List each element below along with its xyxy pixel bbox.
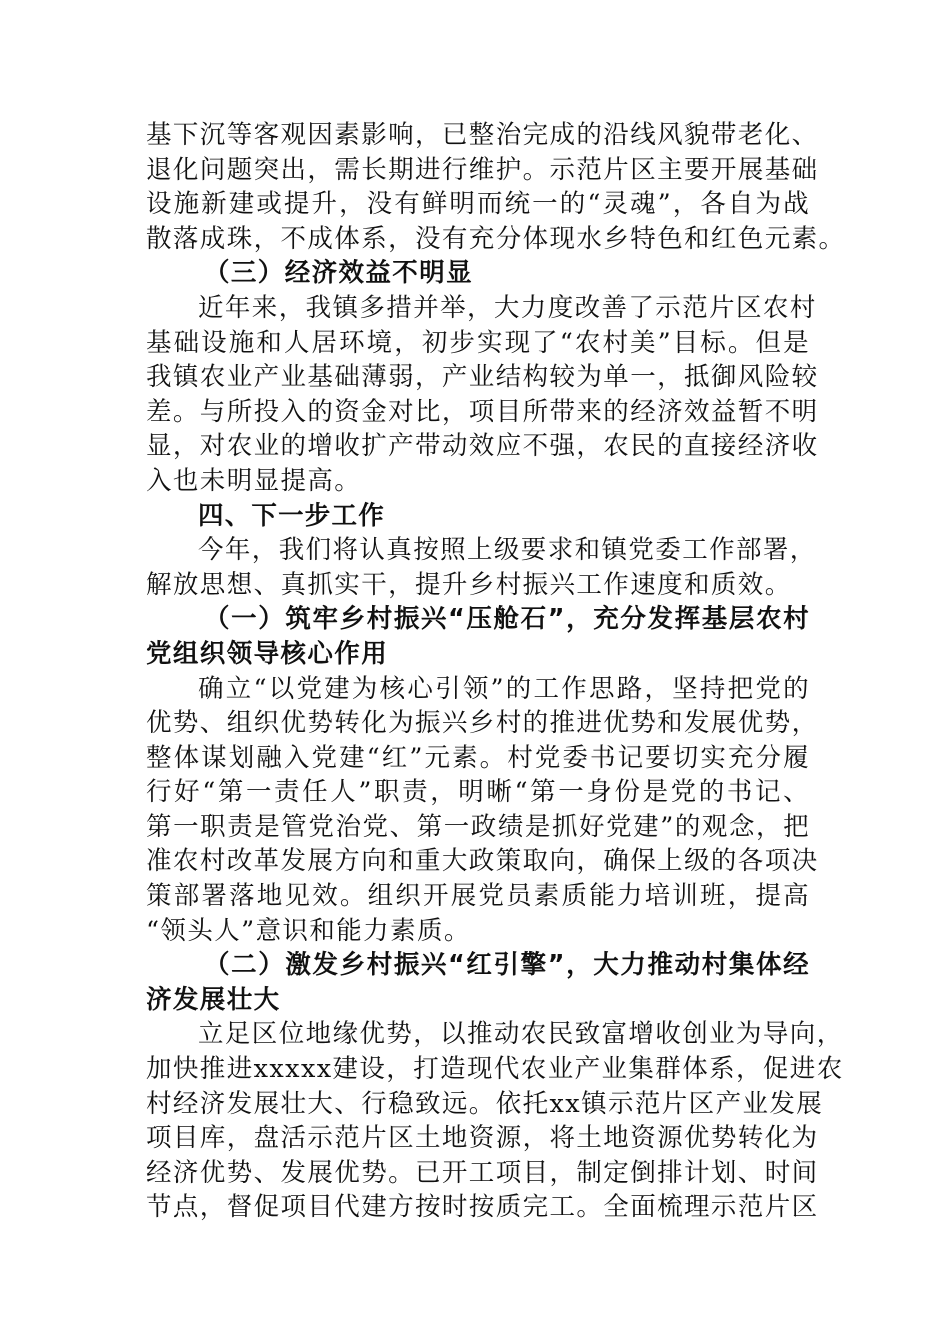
- text-line: 基下沉等客观因素影响，已整治完成的沿线风貌带老化、: [146, 120, 819, 150]
- heading-line: 四、下一步工作: [198, 500, 385, 531]
- text-line: 确立“以党建为核心引领”的工作思路，坚持把党的: [198, 673, 810, 704]
- text-line: 我镇农业产业基础薄弱，产业结构较为单一，抵御风险较: [146, 362, 819, 393]
- text-line: 退化问题突出，需长期进行维护。示范片区主要开展基础: [146, 154, 819, 185]
- text-line: 优势、组织优势转化为振兴乡村的推进优势和发展优势，: [146, 708, 819, 739]
- text-line: 基础设施和人居环境，初步实现了“农村美”目标。但是: [146, 327, 810, 358]
- text-line: 显，对农业的增收扩产带动效应不强，农民的直接经济收: [146, 431, 819, 462]
- body-paragraph: [146, 533, 817, 602]
- text-line: “领头人”意识和能力素质。: [146, 915, 471, 946]
- text-line: 行好“第一责任人”职责，明晰“第一身份是党的书记、: [146, 777, 810, 808]
- subheading-line: 济发展壮大: [146, 984, 281, 1015]
- text-line: 准农村改革发展方向和重大政策取向，确保上级的各项决: [146, 846, 819, 877]
- subheading-line: （一）筑牢乡村振兴“压舱石”，充分发挥基层农村: [204, 604, 810, 635]
- text-line: 项目库，盘活示范片区土地资源，将土地资源优势转化为: [146, 1123, 819, 1154]
- text-line: 加快推进xxxxx建设，打造现代农业产业集群体系，促进农: [146, 1054, 844, 1085]
- text-line: 今年，我们将认真按照上级要求和镇党委工作部署，: [198, 535, 817, 566]
- text-line: 整体谋划融入党建“红”元素。村党委书记要切实充分履: [146, 742, 810, 773]
- subheading-line: （二）激发乡村振兴“红引擎”，大力推动村集体经: [204, 950, 810, 981]
- body-paragraph: [146, 672, 819, 949]
- section-subheading: [146, 256, 810, 291]
- document-page: [146, 118, 846, 1225]
- text-line: 解放思想、真抓实干，提升乡村振兴工作速度和质效。: [146, 569, 792, 600]
- text-line: 第一职责是管党治党、第一政绩是抓好党建”的观念，把: [146, 811, 810, 842]
- section-subheading: [146, 948, 810, 1017]
- text-line: 入也未明显提高。: [146, 465, 362, 496]
- text-line: 设施新建或提升，没有鲜明而统一的“灵魂”，各自为战: [146, 189, 810, 220]
- body-paragraph: [146, 118, 846, 256]
- subheading-line: （三）经济效益不明显: [204, 258, 474, 289]
- subheading-line: 党组织领导核心作用: [146, 638, 389, 669]
- text-line: 散落成珠，不成体系，没有充分体现水乡特色和红色元素。: [146, 223, 846, 254]
- body-paragraph: [146, 1017, 844, 1225]
- text-line: 经济优势、发展优势。已开工项目，制定倒排计划、时间: [146, 1157, 819, 1188]
- text-line: 村经济发展壮大、行稳致远。依托xx镇示范片区产业发展: [146, 1088, 824, 1119]
- text-line: 策部署落地见效。组织开展党员素质能力培训班，提高: [146, 881, 810, 912]
- text-line: 立足区位地缘优势，以推动农民致富增收创业为导向，: [198, 1019, 844, 1050]
- text-line: 差。与所投入的资金对比，项目所带来的经济效益暂不明: [146, 396, 819, 427]
- text-line: 节点，督促项目代建方按时按质完工。全面梳理示范片区: [146, 1192, 819, 1223]
- section-subheading: [146, 602, 810, 671]
- text-line: 近年来，我镇多措并举，大力度改善了示范片区农村: [198, 292, 817, 323]
- body-paragraph: [146, 291, 819, 499]
- section-heading: [146, 499, 810, 534]
